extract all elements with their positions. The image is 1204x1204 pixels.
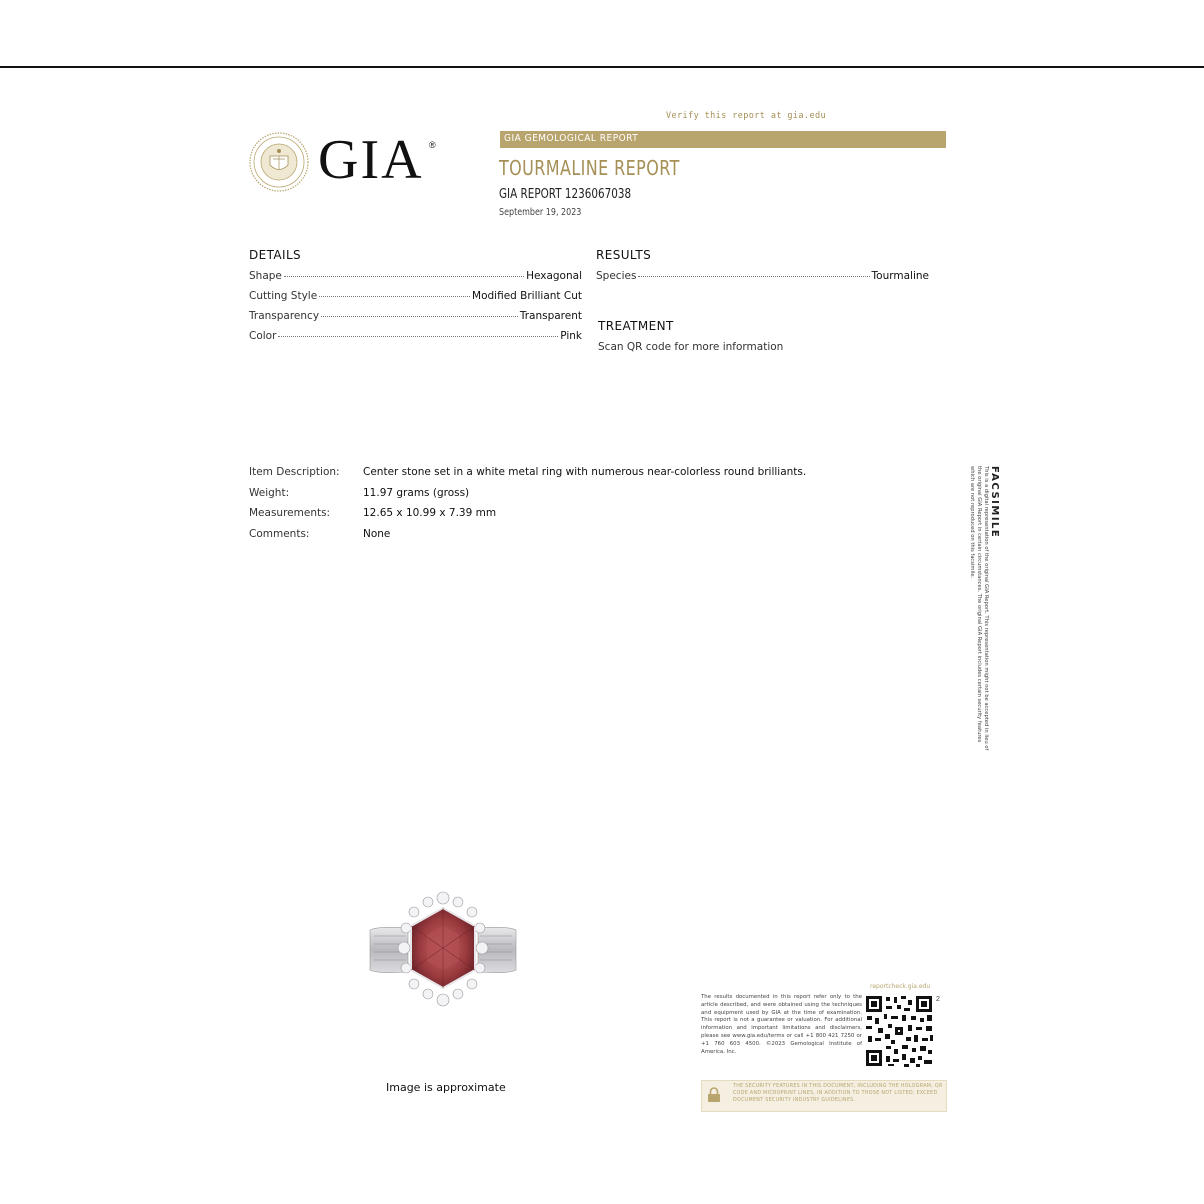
info-value: Center stone set in a white metal ring with numerous near-colorless round brilliants. <box>363 466 807 478</box>
report-band <box>500 131 946 148</box>
results-heading: RESULTS <box>596 248 652 262</box>
gia-seal-icon <box>249 132 309 192</box>
info-key: Measurements: <box>249 507 331 519</box>
info-row <box>249 507 806 528</box>
facsimile-notice <box>960 466 1000 756</box>
facsimile-title: FACSIMILE <box>989 466 1000 539</box>
top-divider <box>0 66 1204 68</box>
gia-logo-text: GIA <box>318 129 424 191</box>
details-row <box>249 330 582 350</box>
details-value: Modified Brilliant Cut <box>472 290 582 302</box>
info-row <box>249 487 806 508</box>
details-value: Transparent <box>519 310 582 322</box>
report-band-label: GIA GEMOLOGICAL REPORT <box>504 133 639 144</box>
security-features-text: THE SECURITY FEATURES IN THIS DOCUMENT, INCLUDING THE HOLOGRAM, QR CODE AND MICROPRINT LINES, IN ADDITION TO THOSE NOT LISTED, EXCEED DOCUMENT SECURITY INDUSTRY GUIDELINES. <box>733 1084 943 1103</box>
info-value: None <box>363 527 391 540</box>
leader-dots <box>284 276 524 277</box>
results-value: Tourmaline <box>871 270 929 282</box>
leader-dots <box>319 296 470 297</box>
details-row <box>249 310 582 330</box>
leader-dots <box>278 336 558 337</box>
image-caption: Image is approximate <box>386 1081 506 1094</box>
registered-mark: ® <box>429 140 436 150</box>
leader-dots <box>321 316 518 317</box>
details-row <box>249 290 582 310</box>
leader-dots <box>638 276 869 277</box>
reportcheck-link[interactable]: reportcheck.gia.edu <box>870 983 931 990</box>
details-label: Shape <box>249 270 282 282</box>
results-row <box>596 270 929 290</box>
report-number: GIA REPORT 1236067038 <box>499 187 632 202</box>
report-date: September 19, 2023 <box>499 207 582 218</box>
details-label: Transparency <box>249 310 320 322</box>
details-value: Pink <box>560 330 582 342</box>
disclaimer-text: The results documented in this report refer only to the article described, and were obtained using the techniques and equipment used by GIA at the time of examination. This report is not a guarantee or valuation. For additional information and important limitations and disclaimers, please see www.gia.edu/terms or call +1 800 421 7250 or +1 760 603 4500. ©2023 Gemological Institute of America, Inc. <box>701 994 862 1055</box>
ring-image <box>368 890 518 1010</box>
info-value: 12.65 x 10.99 x 7.39 mm <box>363 507 497 519</box>
details-heading: DETAILS <box>249 248 302 262</box>
info-value: 11.97 grams (gross) <box>363 486 470 499</box>
details-label: Color <box>249 330 277 342</box>
lock-icon <box>707 1087 721 1103</box>
treatment-text: Scan QR code for more information <box>598 341 784 353</box>
info-key: Item Description: <box>249 466 340 478</box>
details-label: Cutting Style <box>249 290 318 302</box>
info-row <box>249 466 806 487</box>
details-section <box>249 248 582 350</box>
facsimile-text: This is a digital representation of the original GIA Report. This representation might not be accepted in lieu of the original GIA Report in certain circumstances. The original GIA Report includes certain security features which are not reproduced on this facsimile. <box>969 466 989 751</box>
treatment-heading: TREATMENT <box>598 319 674 333</box>
info-key: Comments: <box>249 527 310 540</box>
qr-page-number: 2 <box>936 996 940 1003</box>
verify-link[interactable]: Verify this report at gia.edu <box>666 111 827 121</box>
results-label: Species <box>596 270 637 282</box>
info-row <box>249 528 806 549</box>
info-key: Weight: <box>249 486 290 499</box>
qr-code-icon[interactable] <box>864 994 934 1068</box>
details-row <box>249 270 582 290</box>
details-value: Hexagonal <box>526 270 582 282</box>
report-type-title: TOURMALINE REPORT <box>499 156 680 180</box>
item-info <box>249 466 806 548</box>
results-section <box>596 248 929 290</box>
